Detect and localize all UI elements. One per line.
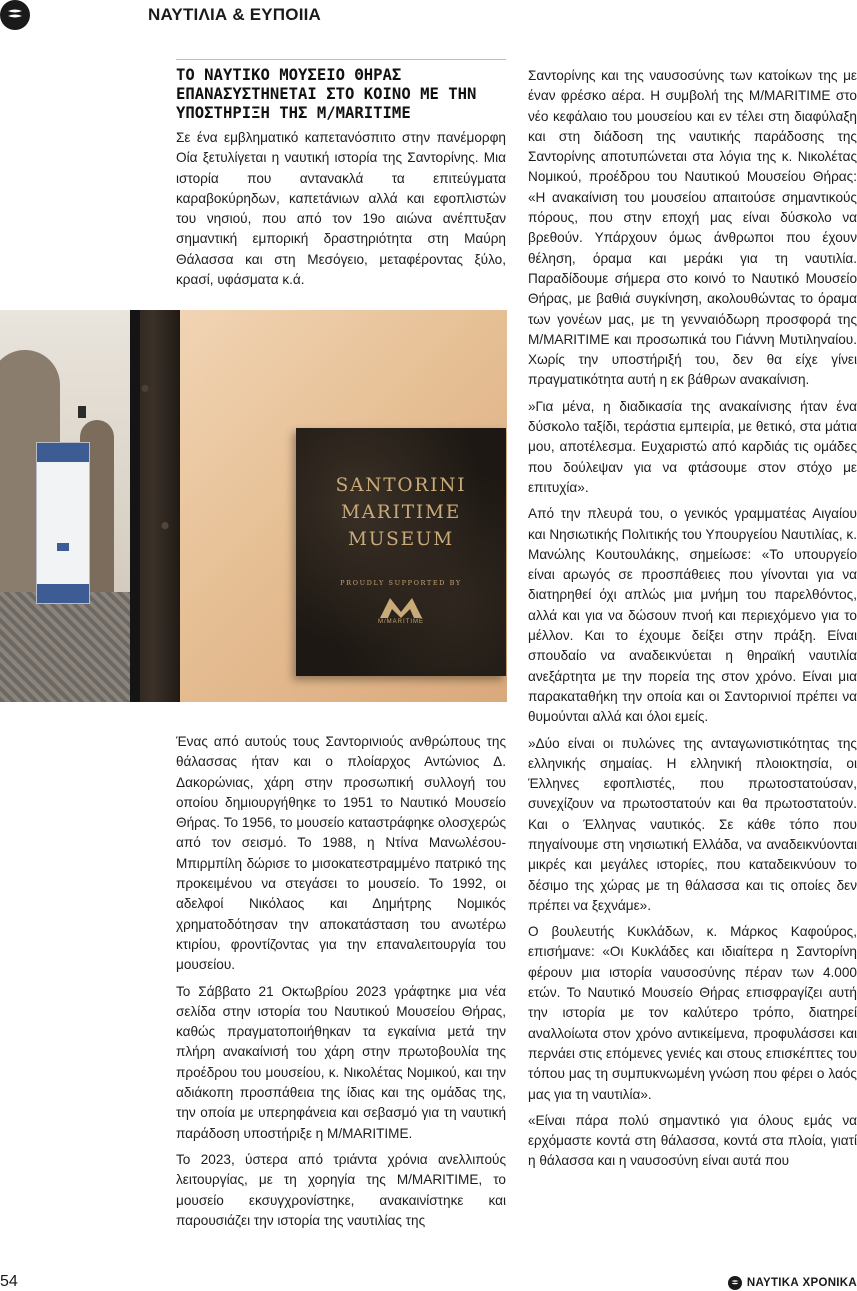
body-paragraph: Το Σάββατο 21 Οκτωβρίου 2023 γράφτηκε μια νέα σελίδα στην ιστορία του Ναυτικού Μουσείου Θήρας, καθώς πραγματοποιήθηκαν τα εγκαίνια μετά την πλήρη ανακαίνισή του χάρη στην πρωτοβουλία της προέδρου του μουσείου, κ. Νικολέτας Νομικού, και την αδιάκοπη προσπάθεια της ίδιας και της ομάδας της, την οποία με υπερηφάνεια και σεβασμό για τη ναυτική παράδοση υποστήριξε η M/MARITIME.	[176, 983, 506, 1141]
article-headline: ΤΟ ΝΑΥΤΙΚΟ ΜΟΥΣΕΙΟ ΘΗΡΑΣ ΕΠΑΝΑΣΥΣΤΗΝΕΤΑΙ ΣΤΟ ΚΟΙΝΟ ΜΕ ΤΗΝ ΥΠΟΣΤΗΡΙΞΗ ΤΗΣ M/MARITIME	[176, 66, 477, 122]
m-maritime-logo-icon	[378, 596, 424, 618]
photo-rollup-banner	[36, 442, 90, 604]
body-paragraph: Ο βουλευτής Κυκλάδων, κ. Μάρκος Καφούρος, επισήμανε: «Οι Κυκλάδες και ιδιαίτερα η Σαντορίνη φέρουν μια ιστορία ναυσοσύνης πέραν των 4.000 ετών. Το Ναυτικό Μουσείο Θήρας επισφραγίζει αυτή την ιστορία με τον καλύτερο τρόπο, διατηρεί αναλλοίωτα στον χρόνο αντικείμενα, προφυλάσσει και περνάει στις επόμενες γενιές και στους επισκέπτες του τόπου μας τη συμπυκνωμένη γνώση που φέρει ο λαός μας για τη ναυτιλία».	[528, 924, 857, 1102]
plaque-line: SANTORINI	[335, 475, 467, 496]
museum-plaque	[296, 428, 506, 676]
article-intro	[176, 128, 506, 296]
publication-logo-icon	[0, 0, 30, 30]
photo-pavement	[0, 592, 130, 702]
body-paragraph: »Δύο είναι οι πυλώνες της ανταγωνιστικότητας της ελληνικής σημαίας. Η ελληνική πλοιοκτησία, οι Έλληνες εφοπλιστές, που πρωτοστατούσαν, συνεχίζουν να πρωτοστατούν και θα πρωτοστατούν. Και ο Έλληνας ναυτικός. Σε κάθε τόπο που πηγαίνουμε στη νησιωτική Ελλάδα, να αναδεικνύονται μικρές και μεγάλες ιστορίες, που καταδεικνύουν το δέσιμο της χώρας με τη θάλασσα και τις οποίες δεν πρέπει να ξεχνάμε».	[528, 735, 857, 913]
article-column-right	[528, 66, 857, 1178]
body-paragraph: Ένας από αυτούς τους Σαντορινιούς ανθρώπους της θάλασσας ήταν και ο πλοίαρχος Αντώνιος Δ. Δακορώνιας, χάρη στην προσωπική συλλογή του οποίου δημιουργήθηκε το 1951 το Ναυτικό Μουσείο Θήρας. Το 1956, το μουσείο καταστράφηκε ολοσχερώς από τον σεισμό. Το 1988, η Ντίνα Μανωλέσου-Μπιρμπίλη δώρισε το μισοκατεστραμμένο πατρικό της προκειμένου να στεγάσει το μουσείο. Το 1992, οι αδελφοί Νικόλαος και Δημήτρης Νομικός χρηματοδότησαν την αποκατάσταση του ανωτέρω κτιρίου, φροντίζοντας για την επαναλειτουργία του μουσείου.	[176, 734, 506, 973]
page-number: 54	[0, 1273, 18, 1290]
article-column-left	[176, 732, 506, 1237]
headline-rule	[176, 59, 506, 60]
body-paragraph: »Για μένα, η διαδικασία της ανακαίνισης ήταν ένα δύσκολο ταξίδι, τεράστια εμπειρία, με θετικό, στα μάτια μου, αποτέλεσμα. Ευχαριστώ από καρδιάς τις ομάδες που δούλεψαν για να φτάσουμε στον στόχο με επιτυχία».	[528, 398, 857, 495]
body-paragraph: Το 2023, ύστερα από τριάντα χρόνια ανελλιπούς λειτουργίας, με τη χορηγία της M/MARITIME, το μουσείο εκσυγχρονίστηκε, ανακαινίστηκε και παρουσιάζει την ιστορία της ναυτιλίας της	[176, 1151, 506, 1228]
publication-name: ΝΑΥΤΙΚΑ ΧΡΟΝΙΚΑ	[746, 1277, 857, 1289]
plaque-line: MARITIME	[340, 502, 462, 523]
photo-lantern	[78, 406, 86, 418]
body-paragraph: Σαντορίνης και της ναυσοσύνης των κατοίκων της με έναν φρέσκο αέρα. Η συμβολή της M/MARITIME στο νέο κεφάλαιο του μουσείου και εν τέλει στη διαφύλαξη και στη διάδοση της ναυτικής παράδοσης της Σαντορίνης αποτυπώνεται στα λόγια της κ. Νικολέτας Νομικού, προέδρου του Ναυτικού Μουσείου Θήρας: «Η ανακαίνιση του μουσείου απαιτούσε σημαντικούς πόρους, που στην εποχή μας είναι δύσκολο να βρεθούν. Υπάρχουν όμως άνθρωποι που έχουν θέληση, όραμα και μεράκι για τη ναυτιλία. Παραδίδουμε σήμερα στο κοινό το Ναυτικό Μουσείο Θήρας, με βαθιά συγκίνηση, ακολουθώντας το όραμα των γονέων μας, με τη γενναιόδωρη προσφορά της M/MARITIME και προσωπικά του Γιάννη Μυτιληναίου. Χωρίς την υποστήριξή του, δεν θα είχε γίνει πραγματικότητα αυτή η εκ βάθρων ανακαίνιση.	[528, 68, 857, 388]
body-paragraph: «Είναι πάρα πολύ σημαντικό για όλους εμάς να ερχόμαστε κοντά στη θάλασσα, κοντά στα πλοία, γιατί η θάλασσα και η ναυσοσύνη είναι αυτά που	[528, 1112, 857, 1169]
plaque-subtitle: PROUDLY SUPPORTED BY	[340, 579, 462, 587]
article-photo	[0, 310, 507, 702]
intro-paragraph: Σε ένα εμβληματικό καπετανόσπιτο στην πανέμορφη Οία ξετυλίγεται η ναυτική ιστορία της Σαντορίνης. Μια ιστορία που αντανακλά τα επιτεύγματα καραβοκύρηδων, καπετάνιων αλλά και εφοπλιστών του νησιού, που από τον 19ο αιώνα ανέπτυξαν σημαντική εμπορική δραστηριότητα στη Μαύρη Θάλασσα και στη Μεσόγειο, μεταφέροντας ξύλο, κρασί, υφάσματα κ.ά.	[176, 130, 506, 288]
body-paragraph: Από την πλευρά του, ο γενικός γραμματέας Αιγαίου και Νησιωτικής Πολιτικής του Υπουργείου Ναυτιλίας, κ. Μανώλης Κουτουλάκης, σημείωσε: «Το υπουργείο είναι αρωγός σε προσπάθειες που γίνονται για να διατηρηθεί όχι απλώς μια μνήμη του παρελθόντος, αλλά και για να δώσουν πνοή και περιεχόμενο για το μέλλον. Και το έχουμε δείξει στην πράξη. Είναι σπουδαίο να αναδεικνύεται η θηραϊκή ναυτιλία ανεξάρτητα με την πορεία της στον χρόνο. Είναι μια παρακαταθήκη την οποία και οι Σαντορινιοί πρέπει να θυμούνται αλλά και όλοι εμείς.	[528, 506, 857, 725]
footer-publication	[728, 1276, 857, 1290]
publication-logo-icon	[728, 1276, 742, 1290]
plaque-line: MUSEUM	[347, 529, 455, 550]
section-title: ΝΑΥΤΙΛΙΑ & ΕΥΠΟΙΙΑ	[148, 5, 322, 24]
plaque-brand: M/MARITIME	[378, 619, 424, 625]
